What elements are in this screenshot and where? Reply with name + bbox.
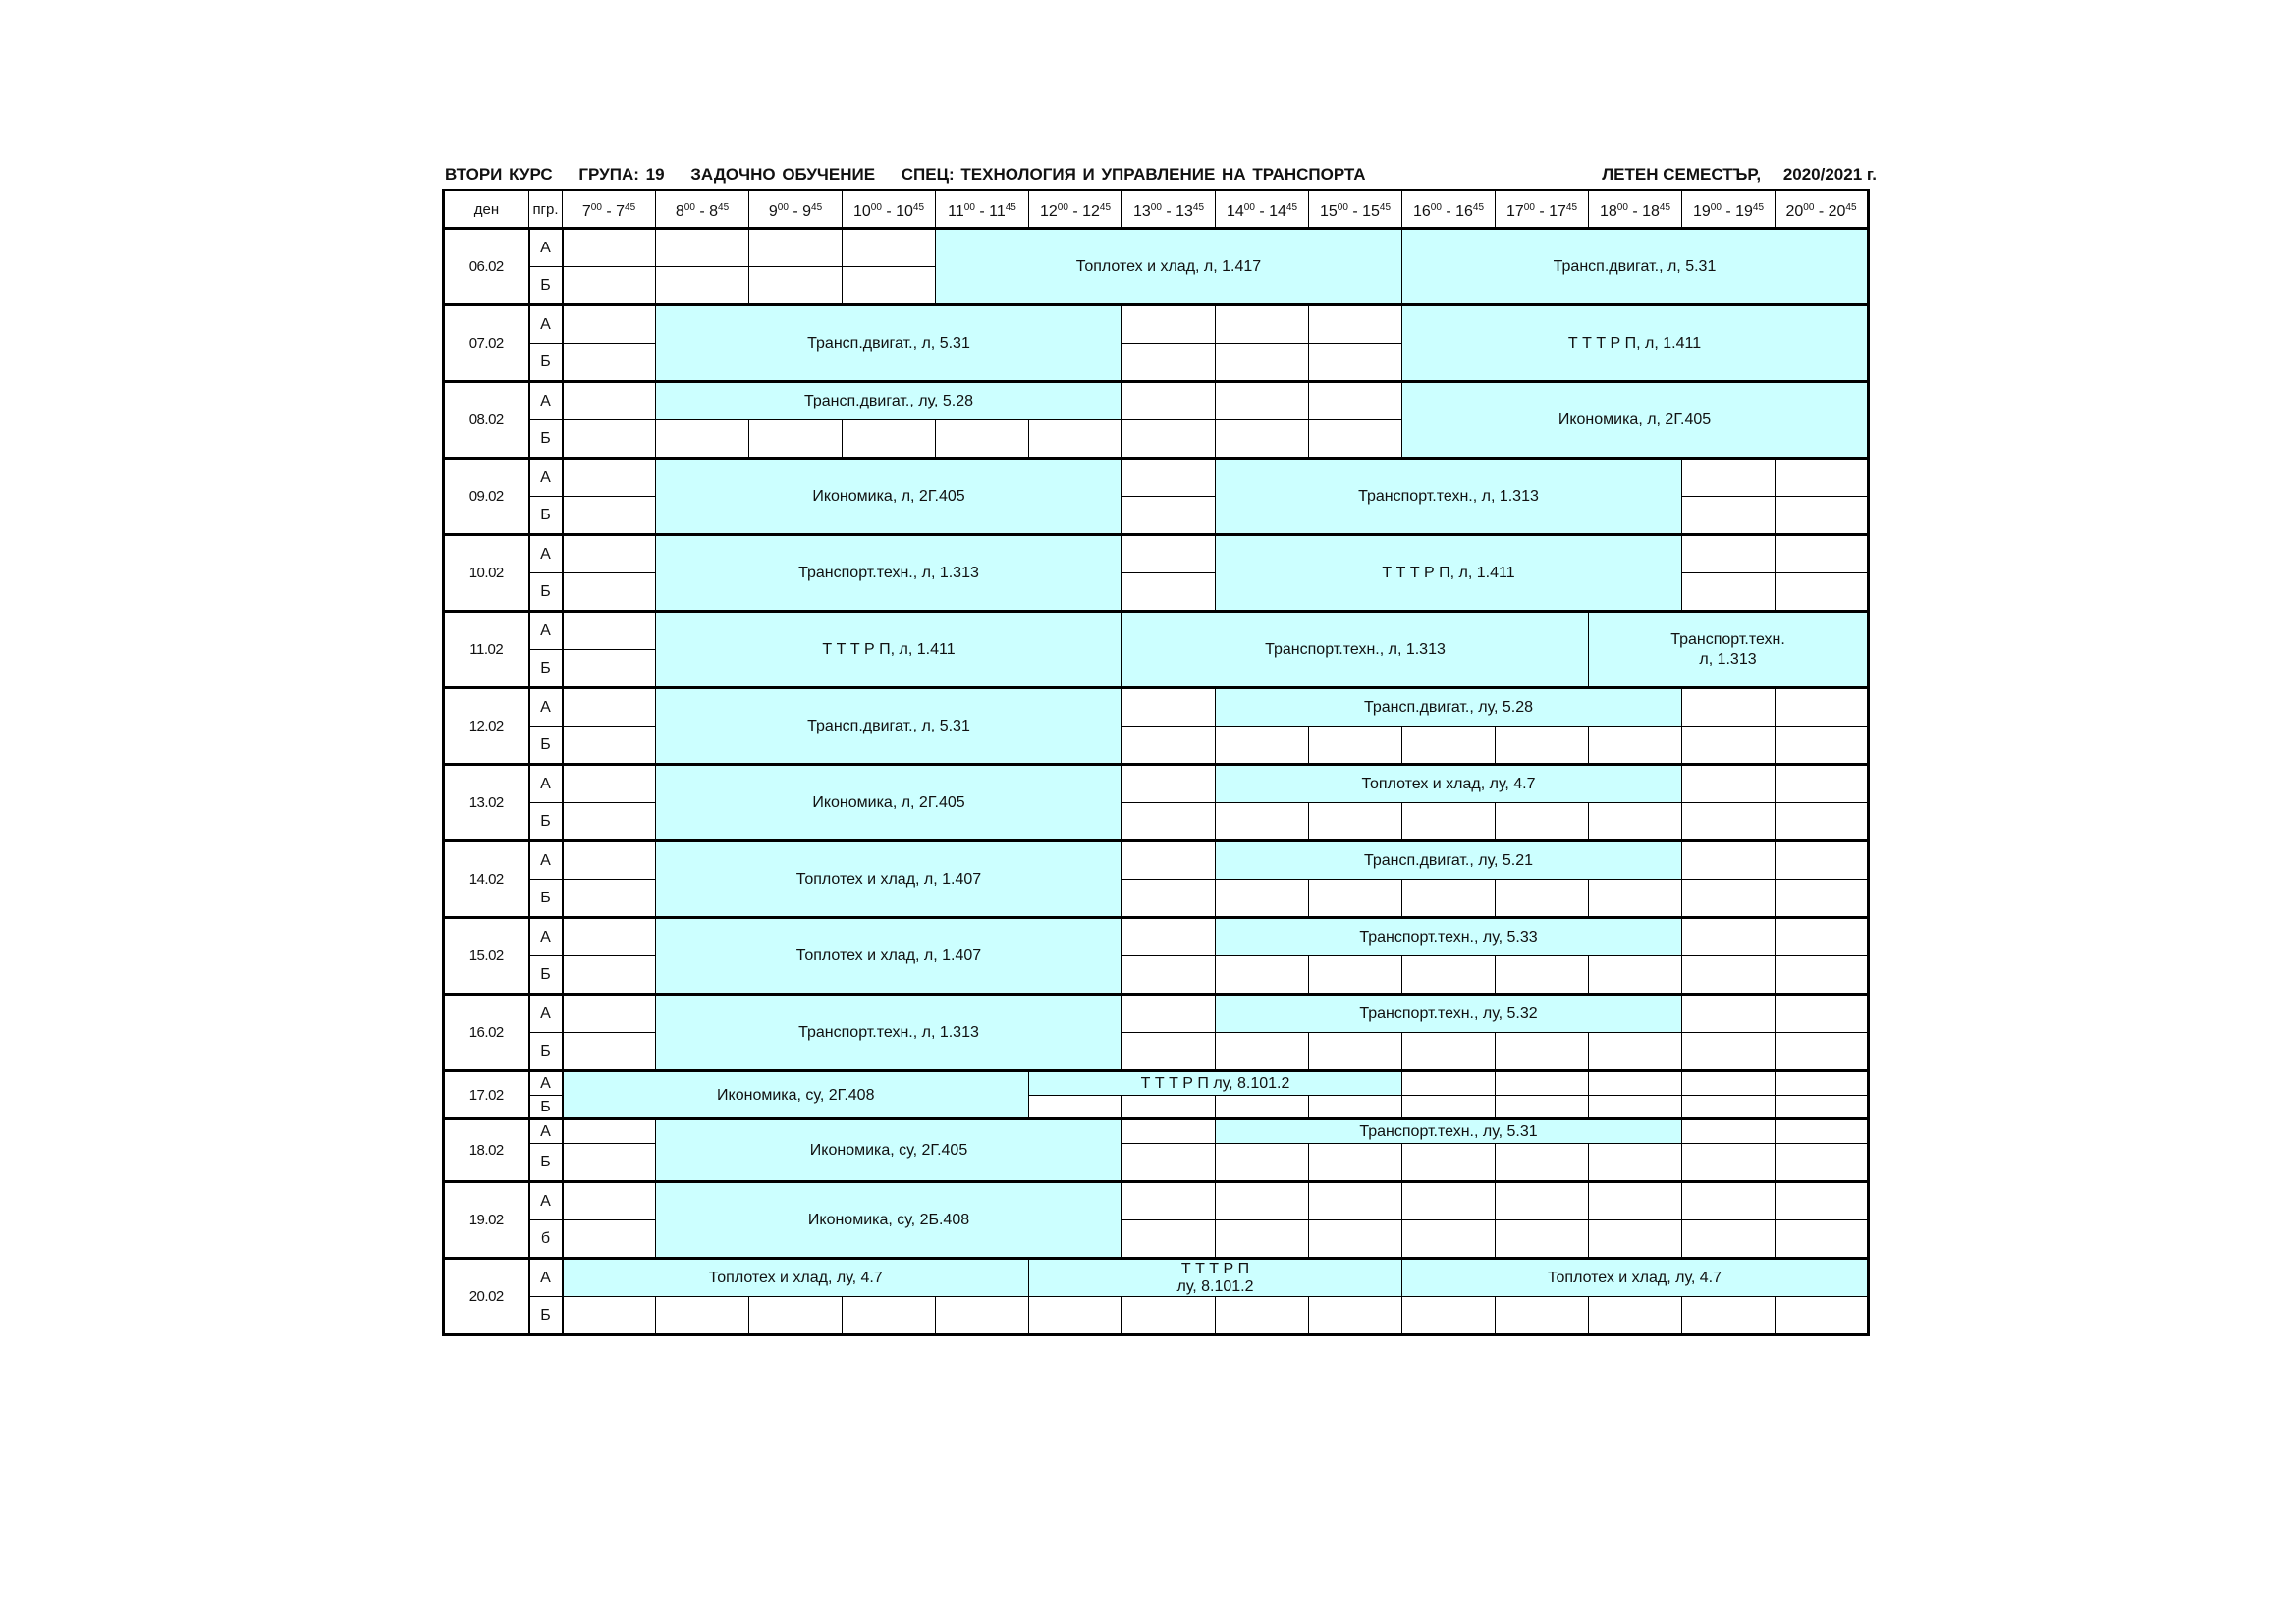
empty-slot — [1309, 305, 1402, 344]
empty-slot — [749, 267, 843, 305]
empty-slot — [563, 1144, 656, 1182]
empty-slot — [1216, 956, 1309, 995]
empty-slot — [1589, 803, 1682, 841]
time-slot-header: $16^{00} - 16^{45}$ — [1402, 190, 1496, 229]
empty-slot — [1122, 918, 1216, 956]
empty-slot — [1776, 1071, 1869, 1096]
empty-slot — [1776, 765, 1869, 803]
day-cell: 15.02 — [444, 918, 529, 995]
empty-slot — [1589, 880, 1682, 918]
empty-slot — [1682, 1119, 1776, 1144]
empty-slot — [1122, 1096, 1216, 1119]
lesson-cell: Трансп.двигат., лу, 5.28 — [1216, 688, 1682, 727]
empty-slot — [563, 1182, 656, 1220]
empty-slot — [563, 918, 656, 956]
empty-slot — [1122, 1297, 1216, 1335]
empty-slot — [843, 267, 936, 305]
empty-slot — [1776, 1144, 1869, 1182]
lesson-cell: Т Т Т Р П, л, 1.411 — [1216, 535, 1682, 612]
empty-slot — [563, 1220, 656, 1259]
empty-slot — [1122, 420, 1216, 459]
empty-slot — [749, 420, 843, 459]
empty-slot — [1682, 1096, 1776, 1119]
study-mode-label: ЗАДОЧНО ОБУЧЕНИЕ — [690, 165, 876, 184]
empty-slot — [1122, 727, 1216, 765]
empty-slot — [1216, 420, 1309, 459]
empty-slot — [563, 612, 656, 650]
empty-slot — [1402, 1182, 1496, 1220]
subgroup-cell: Б — [529, 803, 563, 841]
empty-slot — [1776, 803, 1869, 841]
empty-slot — [1122, 535, 1216, 573]
empty-slot — [656, 420, 749, 459]
schedule-header — [443, 163, 1879, 187]
specialty-label: СПЕЦ: ТЕХНОЛОГИЯ И УПРАВЛЕНИЕ НА ТРАНСПОРТА — [901, 165, 1366, 184]
time-slot-header: $11^{00} - 11^{45}$ — [936, 190, 1029, 229]
time-slot-header: $8^{00} - 8^{45}$ — [656, 190, 749, 229]
day-cell: 07.02 — [444, 305, 529, 382]
subgroup-cell: Б — [529, 420, 563, 459]
day-cell: 10.02 — [444, 535, 529, 612]
empty-slot — [1309, 1182, 1402, 1220]
empty-slot — [1776, 727, 1869, 765]
empty-slot — [1682, 1144, 1776, 1182]
empty-slot — [1122, 573, 1216, 612]
empty-slot — [1402, 1033, 1496, 1071]
subgroup-cell: б — [529, 1220, 563, 1259]
day-cell: 14.02 — [444, 841, 529, 918]
empty-slot — [563, 956, 656, 995]
empty-slot — [1776, 841, 1869, 880]
empty-slot — [1402, 727, 1496, 765]
empty-slot — [563, 1297, 656, 1335]
empty-slot — [1682, 497, 1776, 535]
subgroup-cell: А — [529, 995, 563, 1033]
empty-slot — [1122, 1144, 1216, 1182]
subgroup-cell: А — [529, 841, 563, 880]
subgroup-cell: А — [529, 1119, 563, 1144]
empty-slot — [1682, 459, 1776, 497]
lesson-cell: Трансп.двигат., л, 5.31 — [656, 305, 1122, 382]
empty-slot — [563, 1119, 656, 1144]
empty-slot — [1122, 1182, 1216, 1220]
empty-slot — [563, 497, 656, 535]
empty-slot — [1589, 1297, 1682, 1335]
empty-slot — [1402, 1144, 1496, 1182]
empty-slot — [1122, 344, 1216, 382]
empty-slot — [563, 344, 656, 382]
empty-slot — [1216, 382, 1309, 420]
lesson-cell: Трансп.двигат., лу, 5.28 — [656, 382, 1122, 420]
group-label: ГРУПА: 19 — [578, 165, 665, 184]
empty-slot — [1682, 727, 1776, 765]
empty-slot — [1496, 727, 1589, 765]
empty-slot — [1029, 1096, 1122, 1119]
subgroup-column-header: пгр. — [529, 190, 563, 229]
empty-slot — [1496, 1096, 1589, 1119]
empty-slot — [1402, 956, 1496, 995]
subgroup-cell: А — [529, 535, 563, 573]
empty-slot — [1589, 1144, 1682, 1182]
empty-slot — [1122, 1119, 1216, 1144]
empty-slot — [563, 650, 656, 688]
empty-slot — [1216, 1033, 1309, 1071]
empty-slot — [1682, 573, 1776, 612]
empty-slot — [936, 420, 1029, 459]
empty-slot — [656, 229, 749, 267]
empty-slot — [1122, 305, 1216, 344]
empty-slot — [563, 1033, 656, 1071]
empty-slot — [1402, 1096, 1496, 1119]
empty-slot — [563, 765, 656, 803]
empty-slot — [1122, 382, 1216, 420]
lesson-subject: Транспорт.техн. — [1670, 630, 1785, 648]
empty-slot — [1309, 1297, 1402, 1335]
empty-slot — [1682, 1033, 1776, 1071]
empty-slot — [1589, 727, 1682, 765]
empty-slot — [563, 573, 656, 612]
empty-slot — [843, 420, 936, 459]
subgroup-cell: Б — [529, 727, 563, 765]
empty-slot — [1589, 1096, 1682, 1119]
time-slot-header: $7^{00} - 7^{45}$ — [563, 190, 656, 229]
empty-slot — [1402, 803, 1496, 841]
empty-slot — [1682, 1297, 1776, 1335]
empty-slot — [1776, 497, 1869, 535]
empty-slot — [1216, 1182, 1309, 1220]
empty-slot — [1309, 1033, 1402, 1071]
time-slot-header: $20^{00} - 20^{45}$ — [1776, 190, 1869, 229]
empty-slot — [563, 459, 656, 497]
empty-slot — [563, 267, 656, 305]
lesson-room: л, 1.313 — [1699, 650, 1757, 668]
subgroup-cell: Б — [529, 1297, 563, 1335]
empty-slot — [1776, 956, 1869, 995]
empty-slot — [1776, 880, 1869, 918]
academic-year-label: 2020/2021 г. — [1782, 165, 1877, 184]
empty-slot — [1682, 841, 1776, 880]
lesson-cell: Транспорт.техн., лу, 5.31 — [1216, 1119, 1682, 1144]
empty-slot — [1682, 803, 1776, 841]
lesson-cell: Икономика, л, 2Г.405 — [656, 459, 1122, 535]
empty-slot — [1682, 880, 1776, 918]
empty-slot — [1776, 1297, 1869, 1335]
schedule-table — [442, 189, 1870, 1336]
subgroup-cell: Б — [529, 573, 563, 612]
time-slot-header: $18^{00} - 18^{45}$ — [1589, 190, 1682, 229]
subgroup-cell: А — [529, 229, 563, 267]
time-slot-header: $12^{00} - 12^{45}$ — [1029, 190, 1122, 229]
lesson-cell: Транспорт.техн., л, 1.313 — [656, 535, 1122, 612]
lesson-cell: Транспорт.техн., л, 1.313 — [656, 995, 1122, 1071]
empty-slot — [1776, 918, 1869, 956]
empty-slot — [1776, 459, 1869, 497]
empty-slot — [1122, 880, 1216, 918]
empty-slot — [749, 229, 843, 267]
lesson-cell: Т Т Т Р П лу, 8.101.2 — [1029, 1071, 1402, 1096]
empty-slot — [1682, 918, 1776, 956]
lesson-cell: Трансп.двигат., лу, 5.21 — [1216, 841, 1682, 880]
empty-slot — [656, 267, 749, 305]
subgroup-cell: Б — [529, 1096, 563, 1119]
empty-slot — [1589, 1220, 1682, 1259]
subgroup-cell: Б — [529, 956, 563, 995]
lesson-cell: Трансп.двигат., л, 5.31 — [656, 688, 1122, 765]
day-cell: 11.02 — [444, 612, 529, 688]
empty-slot — [1776, 1220, 1869, 1259]
empty-slot — [1682, 956, 1776, 995]
empty-slot — [1216, 1144, 1309, 1182]
empty-slot — [563, 688, 656, 727]
lesson-cell: Т Т Т Р П, л, 1.411 — [656, 612, 1122, 688]
empty-slot — [563, 727, 656, 765]
day-cell: 06.02 — [444, 229, 529, 305]
empty-slot — [1776, 1096, 1869, 1119]
empty-slot — [1309, 1144, 1402, 1182]
lesson-cell: Топлотех и хлад, л, 1.407 — [656, 918, 1122, 995]
empty-slot — [1122, 1220, 1216, 1259]
empty-slot — [563, 229, 656, 267]
time-slot-header: $9^{00} - 9^{45}$ — [749, 190, 843, 229]
day-cell: 17.02 — [444, 1071, 529, 1119]
empty-slot — [1029, 1297, 1122, 1335]
empty-slot — [1029, 420, 1122, 459]
empty-slot — [1402, 1297, 1496, 1335]
empty-slot — [563, 880, 656, 918]
lesson-cell: Транспорт.техн., лу, 5.33 — [1216, 918, 1682, 956]
subgroup-cell: Б — [529, 1033, 563, 1071]
empty-slot — [1589, 1071, 1682, 1096]
subgroup-cell: А — [529, 765, 563, 803]
subgroup-cell: А — [529, 1182, 563, 1220]
empty-slot — [1122, 956, 1216, 995]
subgroup-cell: А — [529, 688, 563, 727]
empty-slot — [1309, 880, 1402, 918]
empty-slot — [1216, 880, 1309, 918]
subgroup-cell: Б — [529, 1144, 563, 1182]
empty-slot — [563, 841, 656, 880]
empty-slot — [1496, 1297, 1589, 1335]
subgroup-cell: Б — [529, 650, 563, 688]
day-column-header: ден — [444, 190, 529, 229]
lesson-cell: Транспорт.техн., л, 1.313 — [1122, 612, 1589, 688]
empty-slot — [843, 1297, 936, 1335]
empty-slot — [1589, 956, 1682, 995]
empty-slot — [563, 995, 656, 1033]
empty-slot — [1309, 344, 1402, 382]
empty-slot — [1682, 688, 1776, 727]
empty-slot — [1589, 1033, 1682, 1071]
day-cell: 16.02 — [444, 995, 529, 1071]
subgroup-cell: А — [529, 1071, 563, 1096]
lesson-cell: Икономика, су, 2Б.408 — [656, 1182, 1122, 1259]
day-cell: 13.02 — [444, 765, 529, 841]
empty-slot — [1309, 1096, 1402, 1119]
empty-slot — [1682, 535, 1776, 573]
empty-slot — [1402, 1071, 1496, 1096]
empty-slot — [1402, 880, 1496, 918]
lesson-cell: Транспорт.техн., лу, 5.32 — [1216, 995, 1682, 1033]
subgroup-cell: А — [529, 382, 563, 420]
empty-slot — [1776, 688, 1869, 727]
subgroup-cell: А — [529, 459, 563, 497]
day-cell: 18.02 — [444, 1119, 529, 1182]
empty-slot — [1122, 459, 1216, 497]
empty-slot — [1122, 765, 1216, 803]
empty-slot — [656, 1297, 749, 1335]
empty-slot — [1309, 382, 1402, 420]
empty-slot — [1309, 1220, 1402, 1259]
subgroup-cell: А — [529, 1259, 563, 1297]
empty-slot — [1496, 1033, 1589, 1071]
lesson-cell: Транспорт.техн., л, 1.313 — [1216, 459, 1682, 535]
empty-slot — [563, 535, 656, 573]
empty-slot — [1496, 1220, 1589, 1259]
empty-slot — [1776, 573, 1869, 612]
time-slot-header: $15^{00} - 15^{45}$ — [1309, 190, 1402, 229]
empty-slot — [1496, 1071, 1589, 1096]
empty-slot — [1216, 1220, 1309, 1259]
empty-slot — [1402, 1220, 1496, 1259]
subgroup-cell: Б — [529, 880, 563, 918]
empty-slot — [1496, 956, 1589, 995]
lesson-cell: Топлотех и хлад, л, 1.417 — [936, 229, 1402, 305]
empty-slot — [843, 229, 936, 267]
lesson-cell: Топлотех и хлад, л, 1.407 — [656, 841, 1122, 918]
empty-slot — [1682, 1220, 1776, 1259]
empty-slot — [1216, 727, 1309, 765]
empty-slot — [563, 420, 656, 459]
semester-label: ЛЕТЕН СЕМЕСТЪР, — [1602, 165, 1762, 184]
lesson-cell — [1589, 612, 1869, 688]
empty-slot — [1496, 803, 1589, 841]
empty-slot — [1122, 497, 1216, 535]
empty-slot — [1776, 995, 1869, 1033]
time-slot-header: $19^{00} - 19^{45}$ — [1682, 190, 1776, 229]
empty-slot — [1309, 420, 1402, 459]
day-cell: 09.02 — [444, 459, 529, 535]
subgroup-cell: А — [529, 918, 563, 956]
lesson-cell: Икономика, л, 2Г.405 — [1402, 382, 1869, 459]
day-cell: 08.02 — [444, 382, 529, 459]
empty-slot — [1216, 1297, 1309, 1335]
empty-slot — [1216, 803, 1309, 841]
empty-slot — [1216, 1096, 1309, 1119]
lesson-cell: Трансп.двигат., л, 5.31 — [1402, 229, 1869, 305]
empty-slot — [936, 1297, 1029, 1335]
lesson-subject: Т Т Т Р П — [1180, 1260, 1250, 1277]
subgroup-cell: Б — [529, 497, 563, 535]
time-slot-header: $10^{00} - 10^{45}$ — [843, 190, 936, 229]
empty-slot — [1776, 1033, 1869, 1071]
empty-slot — [1776, 1119, 1869, 1144]
empty-slot — [1682, 1182, 1776, 1220]
empty-slot — [563, 803, 656, 841]
subgroup-cell: А — [529, 612, 563, 650]
empty-slot — [1309, 803, 1402, 841]
day-cell: 12.02 — [444, 688, 529, 765]
subgroup-cell: Б — [529, 344, 563, 382]
lesson-cell: Топлотех и хлад, лу, 4.7 — [1402, 1259, 1869, 1297]
empty-slot — [1682, 765, 1776, 803]
empty-slot — [1776, 535, 1869, 573]
empty-slot — [1216, 344, 1309, 382]
empty-slot — [1682, 995, 1776, 1033]
empty-slot — [1309, 727, 1402, 765]
empty-slot — [563, 382, 656, 420]
empty-slot — [1122, 803, 1216, 841]
lesson-cell: Т Т Т Р П, л, 1.411 — [1402, 305, 1869, 382]
subgroup-cell: Б — [529, 267, 563, 305]
lesson-cell: Икономика, су, 2Г.405 — [656, 1119, 1122, 1182]
empty-slot — [749, 1297, 843, 1335]
empty-slot — [1122, 995, 1216, 1033]
empty-slot — [1309, 956, 1402, 995]
empty-slot — [1589, 1182, 1682, 1220]
lesson-cell: Топлотех и хлад, лу, 4.7 — [563, 1259, 1029, 1297]
lesson-cell: Икономика, л, 2Г.405 — [656, 765, 1122, 841]
day-cell: 20.02 — [444, 1259, 529, 1335]
subgroup-cell: А — [529, 305, 563, 344]
empty-slot — [1122, 1033, 1216, 1071]
time-slot-header: $13^{00} - 13^{45}$ — [1122, 190, 1216, 229]
empty-slot — [1496, 1144, 1589, 1182]
lesson-room: лу, 8.101.2 — [1176, 1277, 1254, 1295]
time-slot-header: $17^{00} - 17^{45}$ — [1496, 190, 1589, 229]
day-cell: 19.02 — [444, 1182, 529, 1259]
lesson-cell — [1029, 1259, 1402, 1297]
lesson-cell: Топлотех и хлад, лу, 4.7 — [1216, 765, 1682, 803]
lesson-cell: Икономика, су, 2Г.408 — [563, 1071, 1029, 1119]
empty-slot — [1216, 305, 1309, 344]
empty-slot — [1122, 841, 1216, 880]
header-row — [444, 190, 1869, 229]
empty-slot — [1122, 688, 1216, 727]
empty-slot — [1776, 1182, 1869, 1220]
empty-slot — [563, 305, 656, 344]
time-slot-header: $14^{00} - 14^{45}$ — [1216, 190, 1309, 229]
empty-slot — [1496, 880, 1589, 918]
empty-slot — [1682, 1071, 1776, 1096]
course-label: ВТОРИ КУРС — [445, 165, 553, 184]
empty-slot — [1496, 1182, 1589, 1220]
